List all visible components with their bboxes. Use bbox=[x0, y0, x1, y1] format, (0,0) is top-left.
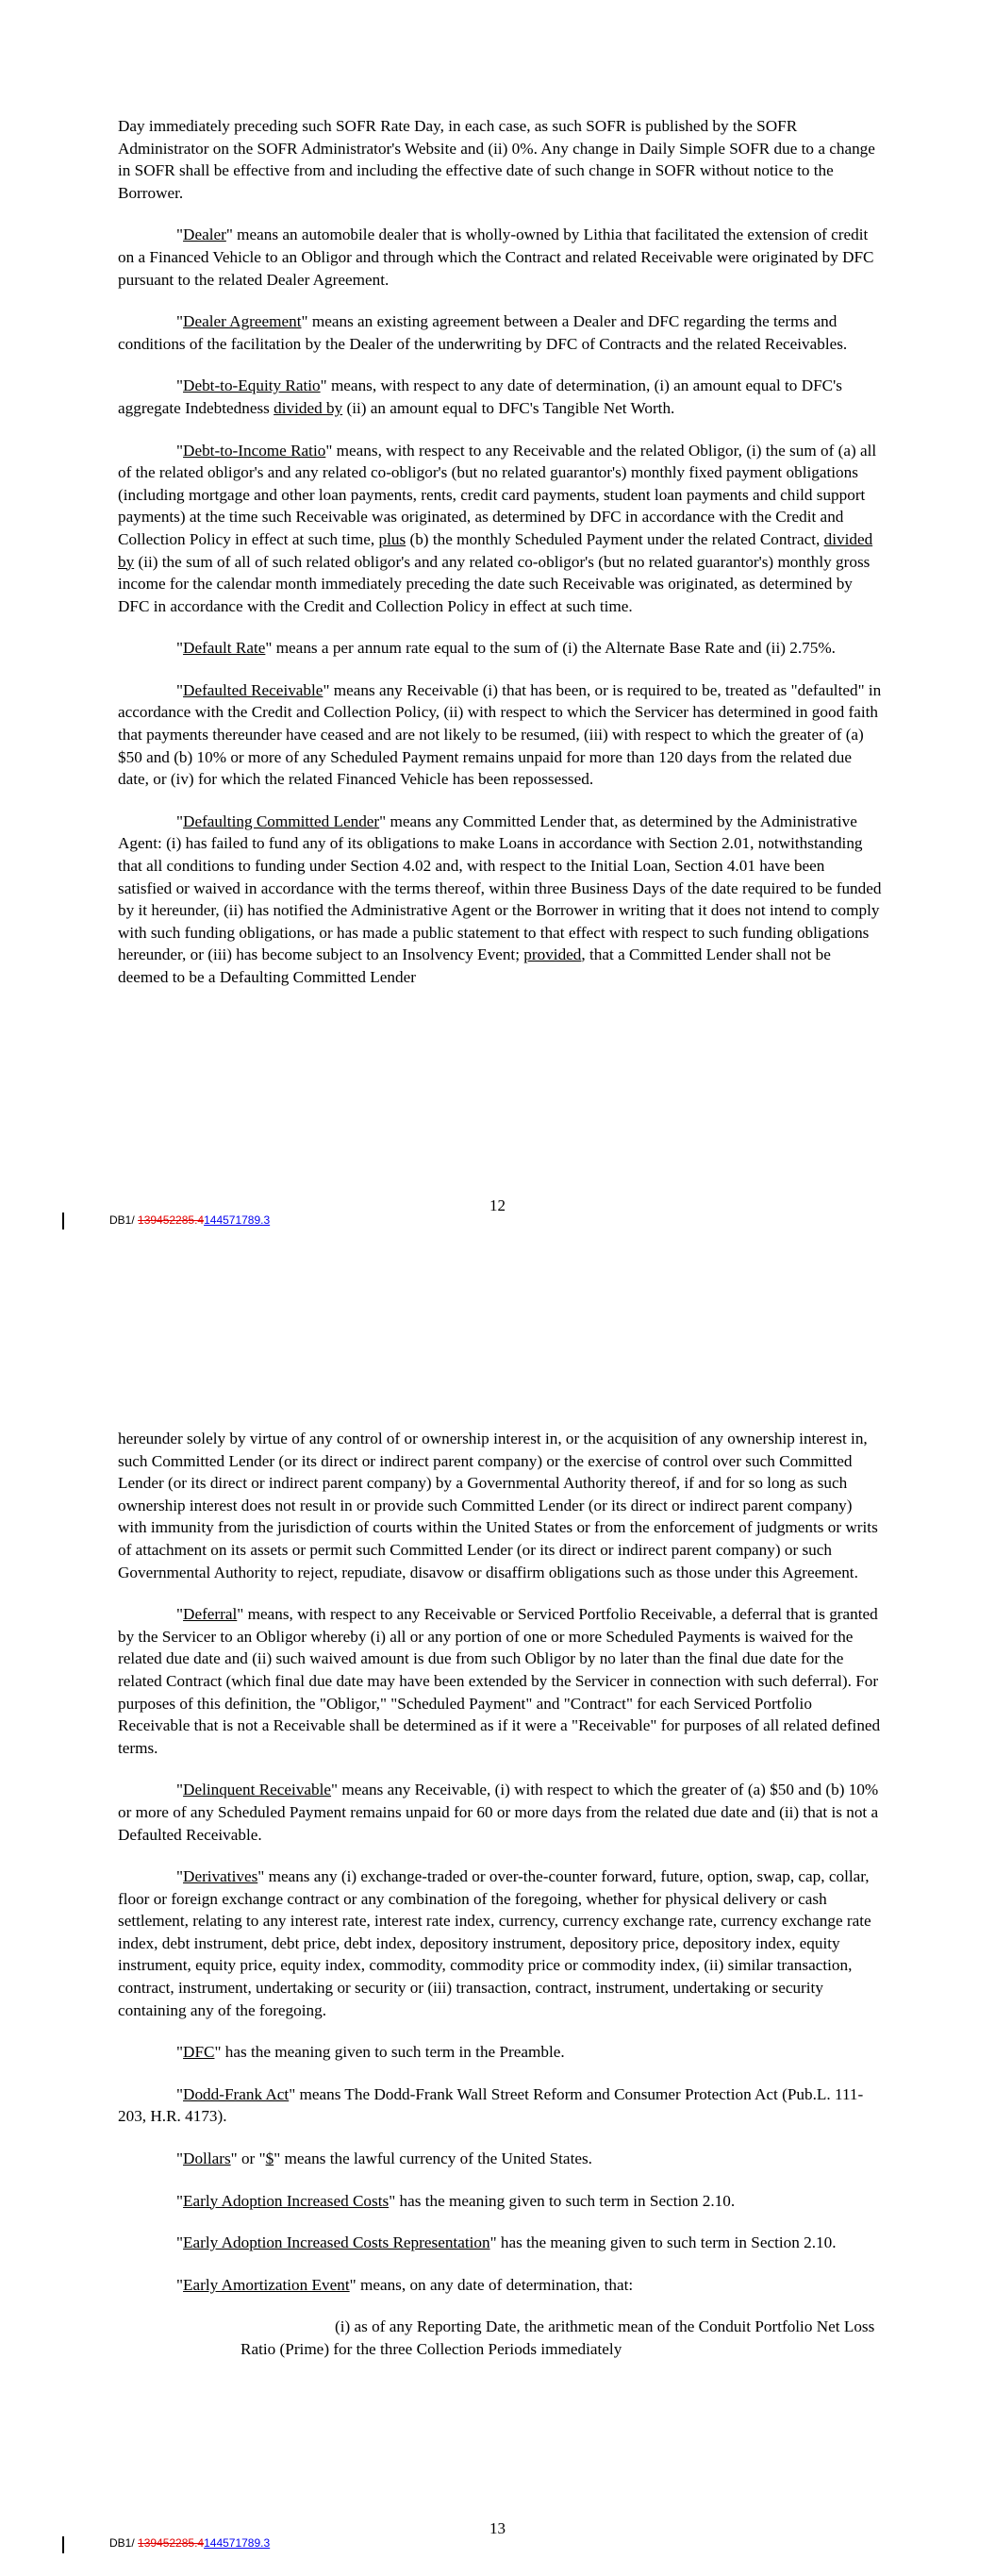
defined-term: Debt-to-Income Ratio bbox=[183, 441, 326, 460]
definition-early-amortization-event: "Early Amortization Event" means, on any date of determination, that: bbox=[176, 2275, 634, 2294]
deleted-doc-number: 139452285.4 bbox=[138, 1213, 205, 1227]
page-13-body bbox=[118, 1428, 882, 2361]
change-bar bbox=[62, 2536, 64, 2553]
definition-delinquent-receivable: "Delinquent Receivable" means any Receivable, (i) with respect to which the greater of (a) $50 and (b) 10% or more of any Scheduled Payment remains unpaid for 60 or more days from the related due date and (ii) that is not a Defaulted Receivable. bbox=[118, 1781, 879, 1844]
paragraph-sofr-continuation: Day immediately preceding such SOFR Rate Day, in each case, as such SOFR is published by the SOFR Administrator on the SOFR Administrator's Website and (ii) 0%. Any change in Daily Simple SOFR due to a change in SOFR shall be effective from and including the effective date of such change in SOFR without notice to the Borrower. bbox=[118, 117, 875, 202]
inserted-doc-number: 144571789.3 bbox=[204, 2536, 271, 2550]
page-number: 13 bbox=[489, 2519, 506, 2537]
clause-i: (i) as of any Reporting Date, the arithmetic mean of the Conduit Portfolio Net Loss Ratio (Prime) for the three Collection Periods immediately bbox=[240, 2317, 875, 2358]
definition-dealer: "Dealer" means an automobile dealer that is wholly-owned by Lithia that facilitated the extension of credit on a Financed Vehicle to an Obligor and through which the Contract and related Receivable were originated by DFC pursuant to the related Dealer Agreement. bbox=[118, 226, 874, 289]
defined-term: Debt-to-Equity Ratio bbox=[183, 376, 321, 395]
document-id: DB1/ 139452285.4144571789.3 bbox=[109, 2536, 271, 2550]
defined-term: Dollars bbox=[183, 2149, 231, 2168]
inserted-doc-number: 144571789.3 bbox=[204, 1213, 271, 1227]
defined-term: Dealer Agreement bbox=[183, 312, 302, 331]
defined-term: Defaulted Receivable bbox=[183, 680, 323, 699]
defined-term: Deferral bbox=[183, 1605, 238, 1624]
defined-term: Derivatives bbox=[183, 1867, 258, 1886]
defined-term: DFC bbox=[183, 2043, 215, 2062]
deleted-doc-number: 139452285.4 bbox=[138, 2536, 205, 2550]
defined-term: Defaulting Committed Lender bbox=[183, 811, 380, 830]
definition-deferral: "Deferral" means, with respect to any Receivable or Serviced Portfolio Receivable, a deferral that is granted by the Servicer to an Obligor whereby (i) all or any portion of one or more Scheduled Payments is waived for the related due date and (ii) such waived amount is due from such Obligor by no later than the final due date for the related Contract (which final due date may have been extended by the Servicer in connection with such deferral). For purposes of this definition, the "Obligor," "Scheduled Payment" and "Contract" for each Serviced Portfolio Receivable that is not a Receivable shall be determined as if it were a "Receivable" for purposes of all related defined terms. bbox=[118, 1605, 881, 1757]
defined-term: Delinquent Receivable bbox=[183, 1781, 332, 1799]
page-number: 12 bbox=[489, 1196, 506, 1214]
definition-dfc: "DFC" has the meaning given to such term in the Preamble. bbox=[176, 2043, 565, 2062]
page-12-body bbox=[118, 115, 882, 1009]
change-bar bbox=[62, 1213, 64, 1229]
paragraph-defaulting-continuation: hereunder solely by virtue of any control of or ownership interest in, or the acquisition of any ownership interest in, such Committed Lender (or its direct or indirect parent company) or the exercise of control over such Committed Lender (or its direct or indirect parent company) by a Governmental Authority thereof, if and for so long as such ownership interest does not result in or provide such Committed Lender (or its direct or indirect parent company) with immunity from the jurisdiction of courts within the United States or from the enforcement of judgments or writs of attachment on its assets or permit such Committed Lender (or its direct or indirect parent company) or such Governmental Authority to reject, repudiate, disavow or disaffirm obligations such as those under this Agreement. bbox=[118, 1430, 878, 1581]
defined-term: Dodd-Frank Act bbox=[183, 2084, 290, 2103]
definition-early-adoption-increased-costs-representation: "Early Adoption Increased Costs Representation" has the meaning given to such term in Section 2.10. bbox=[176, 2233, 837, 2252]
defined-term: Dealer bbox=[183, 226, 226, 244]
defined-term: $ bbox=[265, 2149, 274, 2168]
page-13 bbox=[0, 1288, 995, 2576]
definition-debt-to-equity-ratio: "Debt-to-Equity Ratio" means, with respect to any date of determination, (i) an amount equal to DFC's aggregate Indebtedness divided by (ii) an amount equal to DFC's Tangible Net Worth. bbox=[118, 376, 842, 417]
defined-term: Default Rate bbox=[183, 639, 266, 658]
definition-early-adoption-increased-costs: "Early Adoption Increased Costs" has the meaning given to such term in Section 2.10. bbox=[176, 2191, 736, 2210]
definition-debt-to-income-ratio: "Debt-to-Income Ratio" means, with respect to any Receivable and the related Obligor, (i) the sum of (a) all of the related obligor's and any related co-obligor's (but no related guarantor's) monthly fixed payment obligations (including mortgage and other loan payments, rents, credit card payments, student loan payments and child support payments) at the time such Receivable was originated, as determined by DFC in accordance with the Credit and Collection Policy in effect at such time, plus (b) the monthly Scheduled Payment under the related Contract, divided by (ii) the sum of all of such related obligor's and any related co-obligor's (but no related guarantor's) monthly gross income for the calendar month immediately preceding the date such Receivable was originated, as determined by DFC in accordance with the Credit and Collection Policy in effect at such time. bbox=[118, 441, 877, 615]
document-id: DB1/ 139452285.4144571789.3 bbox=[109, 1213, 271, 1227]
definition-defaulting-committed-lender: "Defaulting Committed Lender" means any Committed Lender that, as determined by the Administrative Agent: (i) has failed to fund any of its obligations to make Loans in accordance with Section 2.01, notwithstanding that all conditions to funding under Section 4.02 and, with respect to the Initial Loan, Section 4.01 have been satisfied or waived in accordance with the terms thereof, within three Business Days of the date required to be funded by it hereunder, (ii) has notified the Administrative Agent or the Borrower in writing that it does not intend to comply with such funding obligations, or has made a public statement to that effect with respect to such funding obligations hereunder, or (iii) has become subject to an Insolvency Event; provided, that a Committed Lender shall not be deemed to be a Defaulting Committed Lender bbox=[118, 811, 882, 986]
defined-term: Early Amortization Event bbox=[183, 2275, 350, 2294]
defined-term: Early Adoption Increased Costs bbox=[183, 2191, 390, 2210]
defined-term: Early Adoption Increased Costs Representation bbox=[183, 2233, 490, 2252]
definition-dealer-agreement: "Dealer Agreement" means an existing agreement between a Dealer and DFC regarding the terms and conditions of the facilitation by the Dealer of the underwriting by DFC of Contracts and the related Receivables. bbox=[118, 312, 848, 353]
definition-defaulted-receivable: "Defaulted Receivable" means any Receivable (i) that has been, or is required to be, treated as "defaulted" in accordance with the Credit and Collection Policy, (ii) with respect to which the Servicer has determined in good faith that payments thereunder have ceased and are not likely to be resumed, (iii) with respect to which the greater of (a) $50 and (b) 10% or more of any Scheduled Payment remains unpaid for more than 120 days from the related due date, or (iv) for which the related Financed Vehicle has been repossessed. bbox=[118, 680, 882, 789]
definition-dodd-frank-act: "Dodd-Frank Act" means The Dodd-Frank Wall Street Reform and Consumer Protection Act (Pub.L. 111-203, H.R. 4173). bbox=[118, 2084, 864, 2126]
definition-dollars: "Dollars" or "$" means the lawful currency of the United States. bbox=[176, 2149, 592, 2168]
definition-derivatives: "Derivatives" means any (i) exchange-traded or over-the-counter forward, future, option, swap, cap, collar, floor or foreign exchange contract or any combination of the foregoing, whether for physical delivery or cash settlement, relating to any interest rate, interest rate index, currency, currency exchange rate, currency exchange rate index, debt instrument, debt price, debt index, depository instrument, depository price, depository index, equity instrument, equity price, equity index, commodity, commodity price or commodity index, (ii) similar transaction, contract, instrument, undertaking or security or (iii) transaction, contract, instrument, undertaking or security containing any of the foregoing. bbox=[118, 1867, 871, 2019]
definition-default-rate: "Default Rate" means a per annum rate equal to the sum of (i) the Alternate Base Rate and (ii) 2.75%. bbox=[176, 639, 836, 658]
